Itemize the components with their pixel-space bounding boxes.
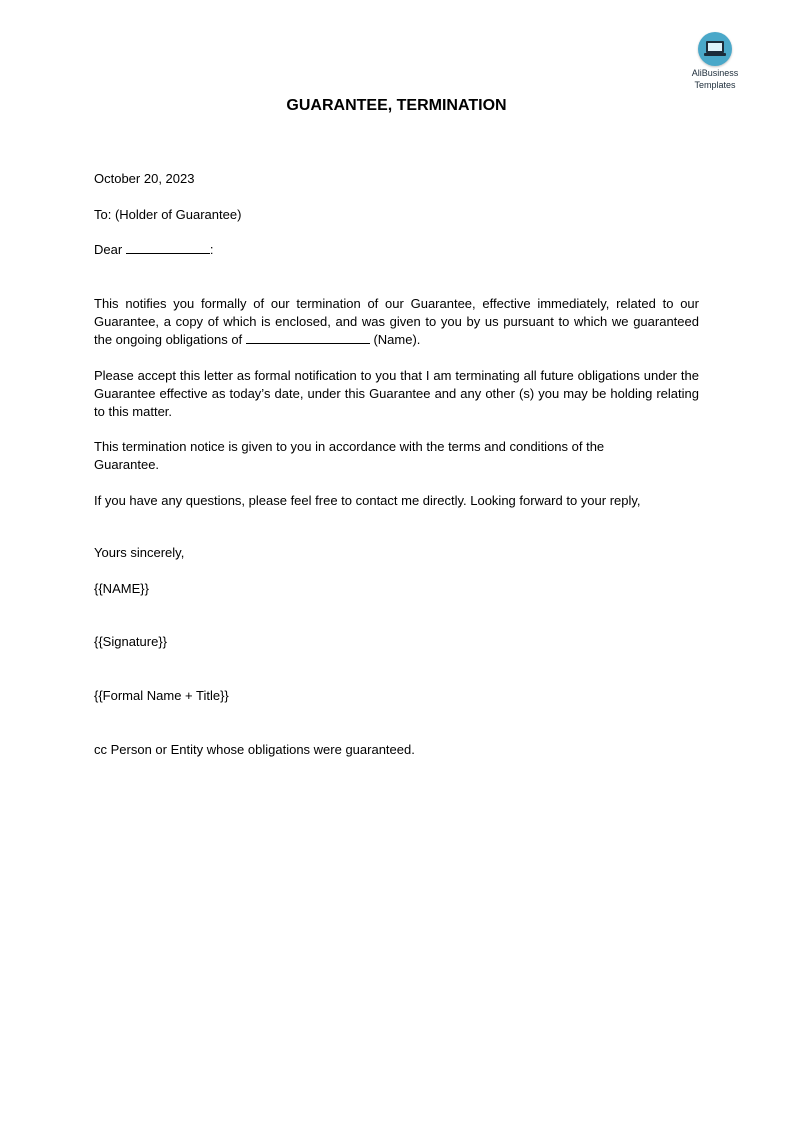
laptop-icon: [698, 32, 732, 66]
obligor-name-blank: [246, 331, 370, 344]
company-logo: [684, 32, 746, 90]
salutation: [94, 241, 699, 259]
paragraph1-suffix: (Name).: [373, 332, 421, 347]
logo-text-line2: Templates: [694, 80, 736, 90]
paragraph1-text: This notifies you formally of our termination of our Guarantee, effective immediately, related to our Guarantee, a copy of which is enclosed, and was given to you by us pursuant to which we guaranteed the ongoing obligations of: [94, 296, 699, 347]
paragraph-accordance: [94, 438, 699, 474]
closing: Yours sincerely,: [94, 545, 185, 560]
paragraph3-line2: Guarantee.: [94, 457, 160, 472]
logo-text-line1: AliBusiness: [691, 68, 739, 78]
recipient-name-blank: [126, 241, 210, 254]
salutation-prefix: Dear: [94, 242, 123, 257]
name-placeholder: {{NAME}}: [94, 581, 149, 596]
paragraph-acceptance: Please accept this letter as formal notification to you that I am terminating all future obligations under the Guarantee effective as today’s date, under this Guarantee and any other (s) you may be holding relating to this matter.: [94, 368, 699, 419]
signature-placeholder: {{Signature}}: [94, 634, 168, 649]
paragraph3-line1: This termination notice is given to you in accordance with the terms and conditions of the: [94, 439, 605, 454]
paragraph-termination-notice: [94, 295, 699, 349]
cc-line: cc Person or Entity whose obligations were guaranteed.: [94, 742, 415, 757]
formal-name-placeholder: {{Formal Name + Title}}: [94, 688, 229, 703]
letter-date: October 20, 2023: [94, 171, 195, 186]
salutation-suffix: :: [209, 242, 214, 257]
recipient-line: To: (Holder of Guarantee): [94, 207, 242, 222]
paragraph-questions: If you have any questions, please feel free to contact me directly. Looking forward to your reply,: [94, 493, 641, 508]
document-title: GUARANTEE, TERMINATION: [286, 97, 507, 114]
